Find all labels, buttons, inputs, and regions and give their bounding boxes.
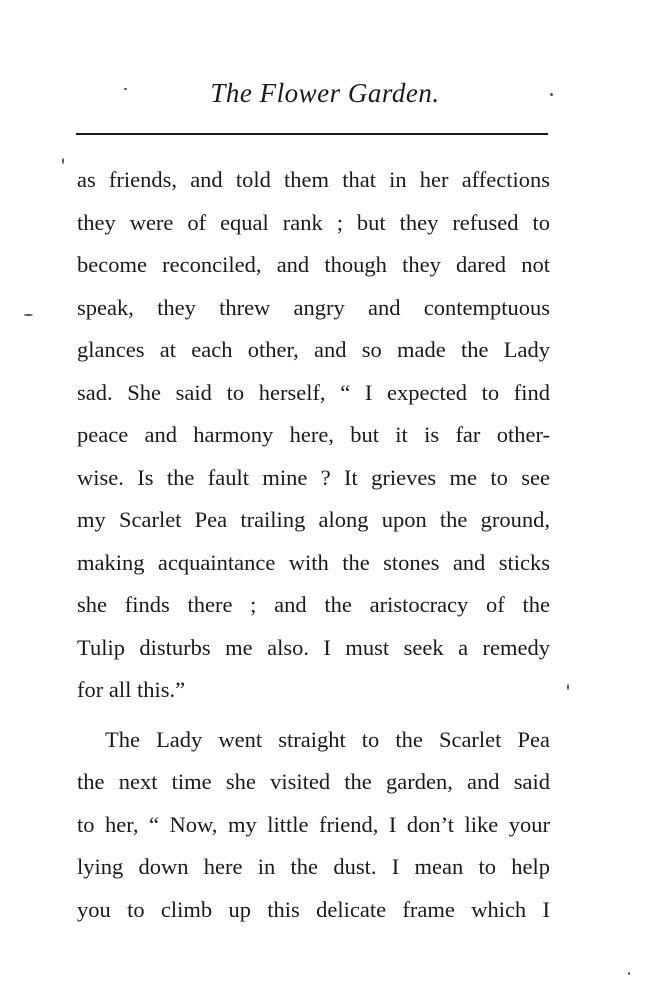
- print-speck: [124, 88, 127, 90]
- text-line: you to climb up this delicate frame which I: [77, 896, 550, 922]
- text-line: lying down here in the dust. I mean to help: [77, 854, 550, 879]
- header-rule: [76, 133, 548, 135]
- text-line: for all this.”: [77, 677, 186, 702]
- text-line: peace and harmony here, but it is far other-: [77, 422, 550, 447]
- text-line: speak, they threw angry and contemptuous: [77, 294, 550, 320]
- text-line: the next time she visited the garden, and said: [77, 769, 550, 794]
- text-line: Tulip disturbs me also. I must seek a remedy: [77, 634, 550, 660]
- text-line: to her, “ Now, my little friend, I don’t like your: [77, 811, 550, 837]
- text-line: they were of equal rank ; but they refused to: [77, 209, 550, 235]
- paragraph-gap: [77, 712, 550, 719]
- text-line: my Scarlet Pea trailing along upon the ground,: [77, 507, 550, 532]
- text-line: glances at each other, and so made the Lady: [77, 337, 550, 362]
- print-speck: [628, 972, 630, 975]
- text-line: The Lady went straight to the Scarlet Pea: [105, 726, 550, 752]
- paragraph: [77, 719, 550, 932]
- text-line: become reconciled, and though they dared not: [77, 252, 550, 277]
- text-line: sad. She said to herself, “ I expected to find: [77, 379, 550, 405]
- text-line: wise. Is the fault mine ? It grieves me to see: [77, 464, 550, 490]
- paragraph: [77, 159, 550, 712]
- running-head: The Flower Garden.: [210, 78, 440, 108]
- text-line: as friends, and told them that in her affections: [77, 167, 550, 192]
- print-speck: [567, 684, 569, 690]
- print-speck: [24, 314, 33, 316]
- text-line: making acquaintance with the stones and sticks: [77, 549, 550, 575]
- text-line: she finds there ; and the aristocracy of the: [77, 592, 550, 617]
- print-speck: [62, 158, 64, 164]
- body-text: [77, 159, 550, 931]
- print-speck: [550, 93, 553, 96]
